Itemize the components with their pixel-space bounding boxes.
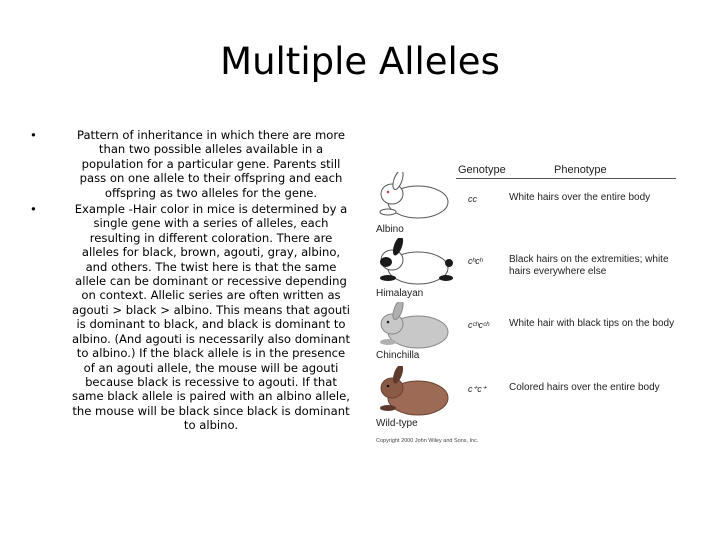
chinchilla-genotype: cᶜʰcᶜʰ	[468, 320, 489, 330]
chinchilla-rabbit-image	[376, 302, 456, 352]
bullet-item	[30, 128, 352, 200]
wild-type-rabbit-image	[376, 366, 456, 418]
wild-type-label: Wild-type	[376, 418, 418, 429]
bullet-item	[30, 202, 352, 433]
wild-type-genotype: c⁺c⁺	[468, 384, 487, 394]
rabbit-body	[380, 366, 448, 415]
bullet-text: Pattern of inheritance in which there are more than two possible alleles available in a population for a particular gene. Parents still pass on one allele to their offspring and each offspring as two alleles for the gene.	[76, 128, 346, 200]
rabbit-body	[380, 238, 453, 284]
wild-type-phenotype: Colored hairs over the entire body	[509, 382, 660, 393]
himalayan-rabbit-image	[376, 238, 456, 288]
chinchilla-phenotype: White hair with black tips on the body	[509, 318, 675, 329]
himalayan-label: Himalayan	[376, 288, 424, 299]
slide-title: Multiple Alleles	[220, 40, 500, 83]
bullet-marker: •	[30, 128, 37, 142]
phenotype-header: Phenotype	[554, 164, 607, 176]
himalayan-genotype: cʰcʰ	[468, 256, 483, 266]
bullet-marker: •	[30, 202, 37, 217]
albino-label: Albino	[376, 224, 404, 235]
albino-rabbit-image	[376, 172, 456, 222]
albino-genotype: cc	[468, 194, 477, 204]
rabbit-body	[380, 302, 448, 348]
genotype-header: Genotype	[458, 164, 506, 176]
chinchilla-label: Chinchilla	[376, 350, 420, 361]
himalayan-phenotype: Black hairs on the extremities; white hairs everywhere else	[509, 254, 669, 277]
rabbit-body	[380, 172, 448, 218]
figure-copyright: Copyright 2000 John Wiley and Sons, Inc.	[376, 438, 479, 444]
header-rule	[456, 178, 676, 179]
bullet-text: Example -Hair color in mice is determined by a single gene with a series of alleles, each resulting in different coloration. There are alleles for black, brown, agouti, gray, albino, and others. The twist here is that the same allele can be dominant or recessive depending on context. Allelic series are often written as agouti > black > albino. This means that agouti is dominant to black, and black is dominant to albino. (And agouti is necessarily also dominant to albino.) If the black allele is in the presence of an agouti allele, the mouse will be agouti because black is recessive to agouti. If that same black allele is paired with an albino allele, the mouse will be black since black is dominant to albino.	[71, 202, 351, 433]
rabbit-coat-figure	[372, 152, 692, 452]
bullet-list	[30, 128, 352, 435]
albino-phenotype: White hairs over the entire body	[509, 192, 651, 203]
